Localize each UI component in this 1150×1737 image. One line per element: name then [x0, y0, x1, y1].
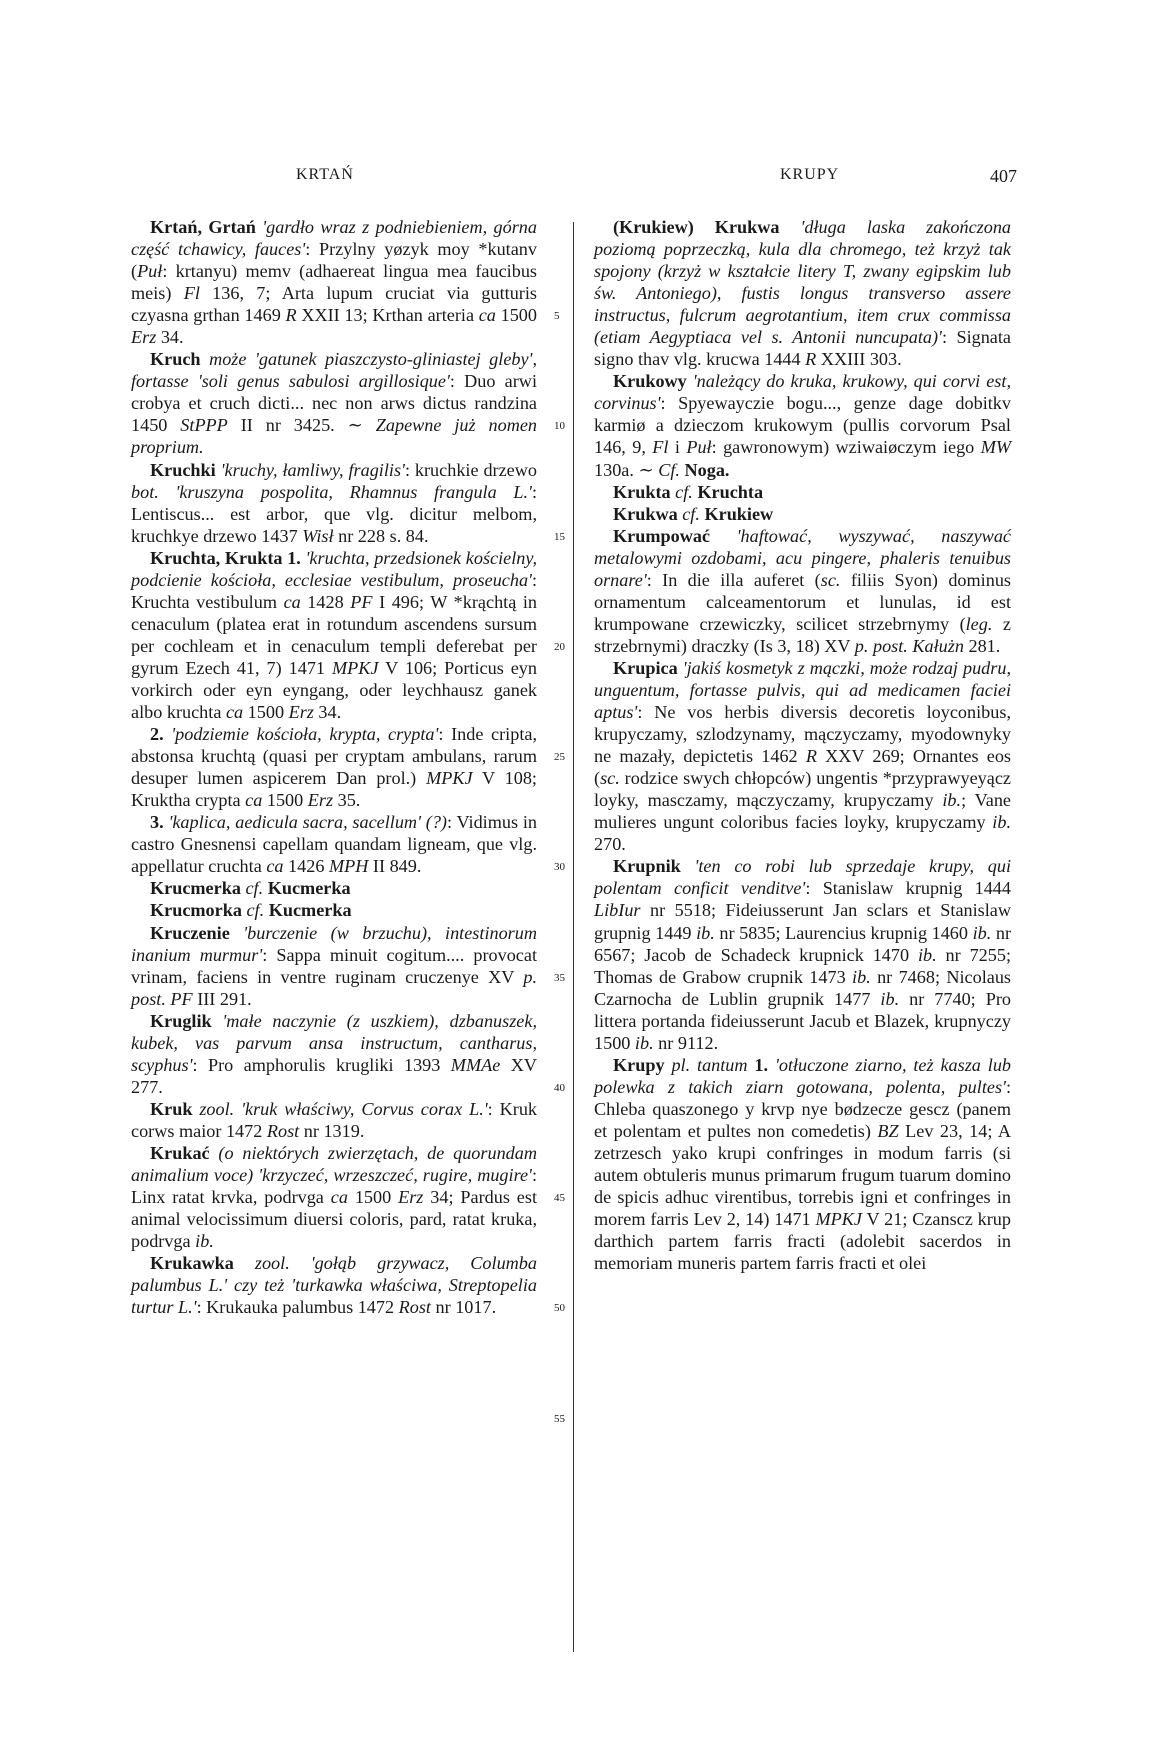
entry-text: i [668, 437, 687, 458]
dictionary-entry [131, 877, 537, 899]
entry-text: 35. [333, 790, 361, 811]
dictionary-entry [131, 348, 537, 458]
headword: 1. [747, 1054, 775, 1075]
italic-text: ib. [880, 988, 900, 1009]
entry-text: : In die illa auferet ( [646, 569, 821, 590]
italic-text: p. post. PF [131, 966, 537, 1009]
italic-text: 'kruchta, przedsionek kościelny, podcienie kościoła, ecclesiae vestibulum, proseucha' [131, 547, 537, 590]
entry-text: 1500 [495, 305, 537, 326]
entry-text: 1426 [283, 856, 329, 877]
italic-text: 'kaplica, aedicula sacra, sacellum' (?) [168, 812, 447, 833]
dictionary-entry [131, 459, 537, 547]
entry-text: nr 7740; Pro littera portanda fideiusserunt Jacub et Blazek, krupnyczy 1500 [594, 988, 1011, 1053]
italic-text: Puł [137, 261, 163, 282]
italic-text: zool. 'gołąb grzywacz, Columba palumbus L.' czy też 'turkawka właściwa, Streptopelia turtur L.' [131, 1253, 537, 1318]
italic-text: PF [350, 591, 373, 612]
entry-text: nr 6567; Jacob de Schadeck krupnick 1470 [594, 922, 1012, 965]
italic-text: ca [266, 856, 284, 877]
headword: Krukta [613, 481, 676, 502]
dictionary-entry [594, 855, 1011, 1053]
entry-text: XXII 13; Krthan arteria [296, 305, 479, 326]
entry-text: : Kruchta vestibulum [131, 569, 537, 612]
dictionary-entry [131, 1142, 537, 1252]
italic-text: R [805, 746, 817, 767]
dictionary-entry [131, 1098, 537, 1142]
italic-text: ca [245, 790, 263, 811]
dictionary-entry [594, 525, 1011, 657]
entry-text: 34; Pardus est animal velocissimum diuersi coloris, pard, ratat kruka, podrvga [131, 1187, 537, 1252]
entry-text: 34. [313, 702, 342, 723]
entry-text: : kruchkie drzewo [404, 459, 537, 480]
dictionary-entry [594, 1054, 1011, 1274]
italic-text: Erz [288, 702, 314, 723]
entry-text: filiis Syon) dominus ornamentum calceamentorum et lunulas, id est krumpowane crzewiczky, scilicet strzebrnymy ( [594, 569, 1011, 634]
page-number: 407 [990, 166, 1017, 186]
dictionary-entry [131, 723, 537, 811]
italic-text: cf. [675, 481, 693, 502]
entry-text: nr 5835; Laurencius krupnig 1460 [714, 922, 973, 943]
entry-text: I 496; W *krąchtą in cenaculum (platea erat in rotundum ascendens sursum per cochleam et in cenaculum templi deferebat per gyrum Ezech 41, 7) 1471 [131, 591, 538, 678]
headword: Noga. [679, 459, 730, 480]
italic-text: Puł [686, 437, 712, 458]
entry-text: XXV 269; Ornantes eos ( [594, 746, 1011, 789]
line-number: 25 [554, 751, 565, 764]
italic-text: ib. [992, 812, 1011, 833]
entry-text: 1500 [243, 702, 289, 723]
italic-text: MPH [328, 856, 369, 877]
entry-text: z strzebrnymi) draczky (Is 3, 18) XV [594, 613, 1011, 656]
entry-text: 1500 [347, 1187, 399, 1208]
entry-text: Lev 23, 14; A zetrzesch yako krupi confringes in modum farris (si autem obtuleris munus primarum frugum tuarum domino de spicis adhuc virentibus, torrebis igni et confringes in morem farris Lev 2, 14) 1471 [594, 1120, 1011, 1230]
italic-text: bot. 'kruszyna pospolita, Rhamnus frangula L.' [131, 481, 532, 502]
entry-text: V 21; Czanscz krup darthich partem farris fracti (adolebit sacerdos in memoriam muneris partem farris fracti et olei [594, 1209, 1011, 1274]
entry-text: : Inde cripta, abstonsa kruchtą (quasi per cryptam ambulans, rarum desuper lumen aspicerem Dan prol.) [131, 724, 538, 789]
italic-text: Rost [398, 1297, 431, 1318]
italic-text: 'haftować, wyszywać, naszywać metalowymi ozdobami, acu pingere, phaleris tenuibus ornare' [594, 525, 1011, 590]
entry-text: : gawronowym) wziwaiøczym iego [711, 437, 981, 458]
entry-text: XXIII 303. [816, 349, 902, 370]
left-column [131, 216, 537, 1318]
running-head-center: KRUPY [780, 166, 840, 183]
italic-text: pl. tantum [671, 1054, 748, 1075]
italic-text: 'otłuczone ziarno, też kasza lub polewka z takich ziarn gotowana, polenta, pultes' [594, 1054, 1012, 1097]
italic-text: ca [283, 591, 301, 612]
italic-text: 'kruchy, łamliwy, fragilis' [220, 459, 405, 480]
italic-text: BZ [877, 1120, 899, 1141]
headword: Krupica [613, 657, 683, 678]
dictionary-entry [594, 370, 1011, 480]
italic-text: Erz [307, 790, 334, 811]
italic-text: Fl [652, 437, 669, 458]
italic-text: ib. [942, 790, 962, 811]
entry-text: : Duo arwi crobya et cruch dicti... nec non arws dictus randzina 1450 [131, 371, 537, 436]
entry-text: : krtanyu) memv (adhaereat lingua mea faucibus meis) [131, 261, 537, 304]
italic-text: ib. [634, 1032, 654, 1053]
entry-text: : Signata signo thav vlg. krucwa 1444 [594, 327, 1012, 370]
italic-text: R [805, 349, 817, 370]
entry-text: : Chleba quaszonego y krvp nye bødzecze gescz (panem et polentam et pultes non comedetis) [594, 1076, 1011, 1141]
italic-text: 'burczenie (w brzuchu), intestinorum inanium murmur' [131, 922, 537, 965]
entry-text: XV 277. [131, 1054, 537, 1097]
headword: Kucmerka [263, 878, 351, 899]
entry-text: nr 228 s. 84. [333, 525, 429, 546]
italic-text: leg. [965, 613, 993, 634]
italic-text: Erz [398, 1187, 424, 1208]
italic-text: p. post. Kałużn [854, 635, 964, 656]
italic-text: StPPP [180, 415, 228, 436]
headword: 2. [150, 724, 172, 745]
italic-text: ca [225, 702, 244, 723]
italic-text: Rost [266, 1120, 300, 1141]
italic-text: Fl [183, 283, 200, 304]
italic-text: Wisł [302, 525, 334, 546]
italic-text: ib. [696, 922, 715, 943]
dictionary-entry [594, 216, 1011, 370]
entry-text: V 106; Porticus eyn vorkirch oder eyn eyngang, oder leychhausz ganek albo kruchta [131, 657, 537, 723]
headword: Krukowy [613, 371, 693, 392]
italic-text: ib. [852, 966, 871, 987]
italic-text: 'ten co robi lub sprzedaje krupy, qui polentam conficit venditve' [594, 856, 1011, 899]
italic-text: 'należący do kruka, krukowy, qui corvi est, corvinus' [594, 371, 1011, 414]
italic-text: cf. [682, 503, 700, 524]
entry-text: : Stanislaw krupnig 1444 [805, 878, 1011, 899]
line-number: 30 [554, 861, 565, 874]
headword: Krukiew [699, 503, 774, 524]
entry-text: 1428 [300, 591, 351, 612]
dictionary-entry [131, 811, 537, 877]
dictionary-entry [594, 657, 1011, 855]
entry-text: : Spyewayczie bogu..., genze dage dobitkv karmiø a dzieczom krukowym (pullis corvorum Psal 146, 9, [594, 393, 1011, 458]
italic-text: MPKJ [331, 657, 379, 678]
right-column [594, 216, 1011, 1274]
entry-text: nr 7255; Thomas de Grabow crupnik 1473 [594, 944, 1011, 987]
dictionary-entry [594, 503, 1011, 525]
running-head-left: KRTAŃ [296, 166, 354, 183]
entry-text: : Kruk corws maior 1472 [131, 1098, 538, 1141]
entry-text: 281. [963, 635, 1001, 656]
entry-text: V 108; Kruktha crypta [131, 768, 537, 811]
line-number: 35 [554, 971, 565, 984]
entry-text: 270. [594, 834, 626, 855]
dictionary-entry [131, 216, 537, 348]
dictionary-entry [131, 547, 537, 723]
line-number: 20 [554, 640, 565, 653]
headword: Krumpować [613, 525, 737, 546]
italic-text: ib. [917, 944, 937, 965]
italic-text: LibIur [594, 900, 641, 921]
headword: Kruglik [150, 1010, 223, 1031]
entry-text: nr 5518; Fideiusserunt Jan sclars et Stanislaw grupnig 1449 [594, 900, 1011, 943]
entry-text: : Vidimus in castro Gnesnensi capellam quandam ligneam, que vlg. appellatur cruchta [131, 812, 538, 877]
headword: Krukać [150, 1142, 219, 1163]
entry-text: : Ne vos herbis diversis decoretis loyconibus, krupyczamy, szlodzynamy, mączyczamy, myodownyky ne mazały, depictetis 1462 [594, 702, 1011, 767]
column-divider [573, 222, 574, 1652]
italic-text: zool. 'kruk właściwy, Corvus corax L.' [199, 1098, 488, 1119]
italic-text: Cf. [658, 459, 680, 480]
italic-text: (o niektórych zwierzętach, de quorundam animalium voce) 'krzyczeć, wrzeszczeć, rugire, mugire' [131, 1142, 537, 1186]
italic-text: sc. [820, 569, 841, 590]
headword: Krucmerka [150, 878, 246, 899]
entry-text: nr 1017. [430, 1297, 497, 1318]
headword: Kucmerka [264, 900, 352, 921]
italic-text: może 'gatunek piaszczysto-gliniastej gleby', fortasse 'soli genus sabulosi argillosique' [131, 349, 537, 392]
entry-text: : Sappa minuit cogitum.... provocat vrinam, faciens in ventre ruginam cruczenye XV [131, 944, 537, 987]
line-number: 5 [554, 310, 560, 323]
italic-text: 'podziemie kościoła, krypta, crypta' [171, 724, 439, 745]
dictionary-entry [131, 922, 537, 1010]
italic-text: ca [330, 1187, 348, 1208]
italic-text: MW [980, 437, 1011, 458]
headword: Krukawka [150, 1253, 255, 1274]
entry-text: : Lentiscus... est arbor, que vlg. dicitur melbom, kruchkye drzewo 1437 [131, 481, 537, 546]
italic-text: MPKJ [426, 768, 473, 789]
entry-text: nr 1319. [299, 1120, 365, 1141]
entry-text: : Pro amphorulis krugliki 1393 [192, 1054, 451, 1075]
headword: Krupnik [613, 856, 695, 877]
italic-text: ca [478, 305, 496, 326]
line-number: 15 [554, 530, 565, 543]
line-number: 10 [554, 420, 565, 433]
headword: Kruk [150, 1098, 200, 1119]
headword: Krucmorka [150, 900, 247, 921]
entry-text: III 291. [192, 988, 252, 1009]
italic-text: cf. [246, 900, 265, 921]
headword: Kruchki [150, 459, 221, 480]
entry-text: 130a. ∼ [594, 459, 659, 480]
headword: (Krukiew) Krukwa [613, 217, 801, 237]
dictionary-entry [131, 1252, 537, 1318]
dictionary-entry [131, 1010, 537, 1098]
entry-text: II 849. [368, 856, 422, 877]
dictionary-entry [131, 899, 537, 921]
italic-text: MPKJ [815, 1209, 862, 1230]
entry-text: : Przylny yøzyk moy *kutanv ( [131, 239, 537, 282]
line-number: 55 [554, 1412, 565, 1425]
line-number: 45 [554, 1192, 565, 1205]
entry-text: : Krukauka palumbus 1472 [196, 1297, 399, 1318]
entry-text: 1500 [262, 790, 308, 811]
headword: Krupy [613, 1054, 672, 1075]
headword: 3. [150, 812, 169, 833]
entry-text: : Linx ratat krvka, podrvga [131, 1165, 537, 1208]
italic-text: sc. [600, 768, 620, 789]
italic-text: 'małe naczynie (z uszkiem), dzbanuszek, kubek, vas parvum ansa instructum, cantharus, scyphus' [131, 1010, 537, 1075]
italic-text: Zapewne już nomen proprium. [131, 415, 537, 458]
entry-text: ; Vane mulieres ungunt coloribus facies loyky, krupyczamy [594, 790, 1011, 833]
italic-text: 'długa laska zakończona poziomą poprzeczką, kula dla chromego, też krzyż tak spojony (krzyż w kształcie litery T, zwany egipskim lub św. Antoniego), fustis longus transverso assere instructus, fulcrum aegrotantium, item crux commissa (etiam Aegyptiaca vel s. Antonii nuncupata)' [594, 217, 1012, 348]
line-number: 50 [554, 1302, 565, 1315]
italic-text: cf. [245, 878, 264, 899]
entry-text: nr 9112. [653, 1032, 719, 1053]
italic-text: Erz [131, 327, 157, 348]
line-number: 40 [554, 1081, 565, 1094]
headword: Kruchta, Krukta 1. [150, 547, 306, 568]
italic-text: R [285, 305, 297, 326]
headword: Kruch [150, 349, 210, 370]
entry-text: 136, 7; Arta lupum cruciat via gutturis czyasna grthan 1469 [131, 283, 537, 326]
entry-text: 34. [156, 327, 184, 348]
headword: Kruchta [692, 481, 764, 502]
italic-text: 'jakiś kosmetyk z mączki, może rodzaj pudru, unguentum, fortasse pulvis, qui ad medicamen faciei aptus' [594, 657, 1011, 723]
italic-text: ib. [972, 922, 992, 943]
headword: Krtań, Grtań [150, 217, 263, 237]
headword: Kruczenie [150, 922, 244, 943]
italic-text: ib. [195, 1231, 214, 1252]
entry-text: nr 7468; Nicolaus Czarnocha de Lublin grupnik 1477 [594, 966, 1012, 1009]
headword: Krukwa [613, 503, 683, 524]
dictionary-entry [594, 481, 1011, 503]
entry-text: rodzice swych chłopców) ungentis *przyprawyeyącz loyky, masczamy, mączyczamy, krupyczamy [594, 768, 1011, 811]
italic-text: 'gardło wraz z podniebieniem, górna część tchawicy, fauces' [131, 217, 537, 260]
italic-text: MMAe [450, 1054, 501, 1075]
entry-text: II nr 3425. ∼ [227, 415, 376, 436]
